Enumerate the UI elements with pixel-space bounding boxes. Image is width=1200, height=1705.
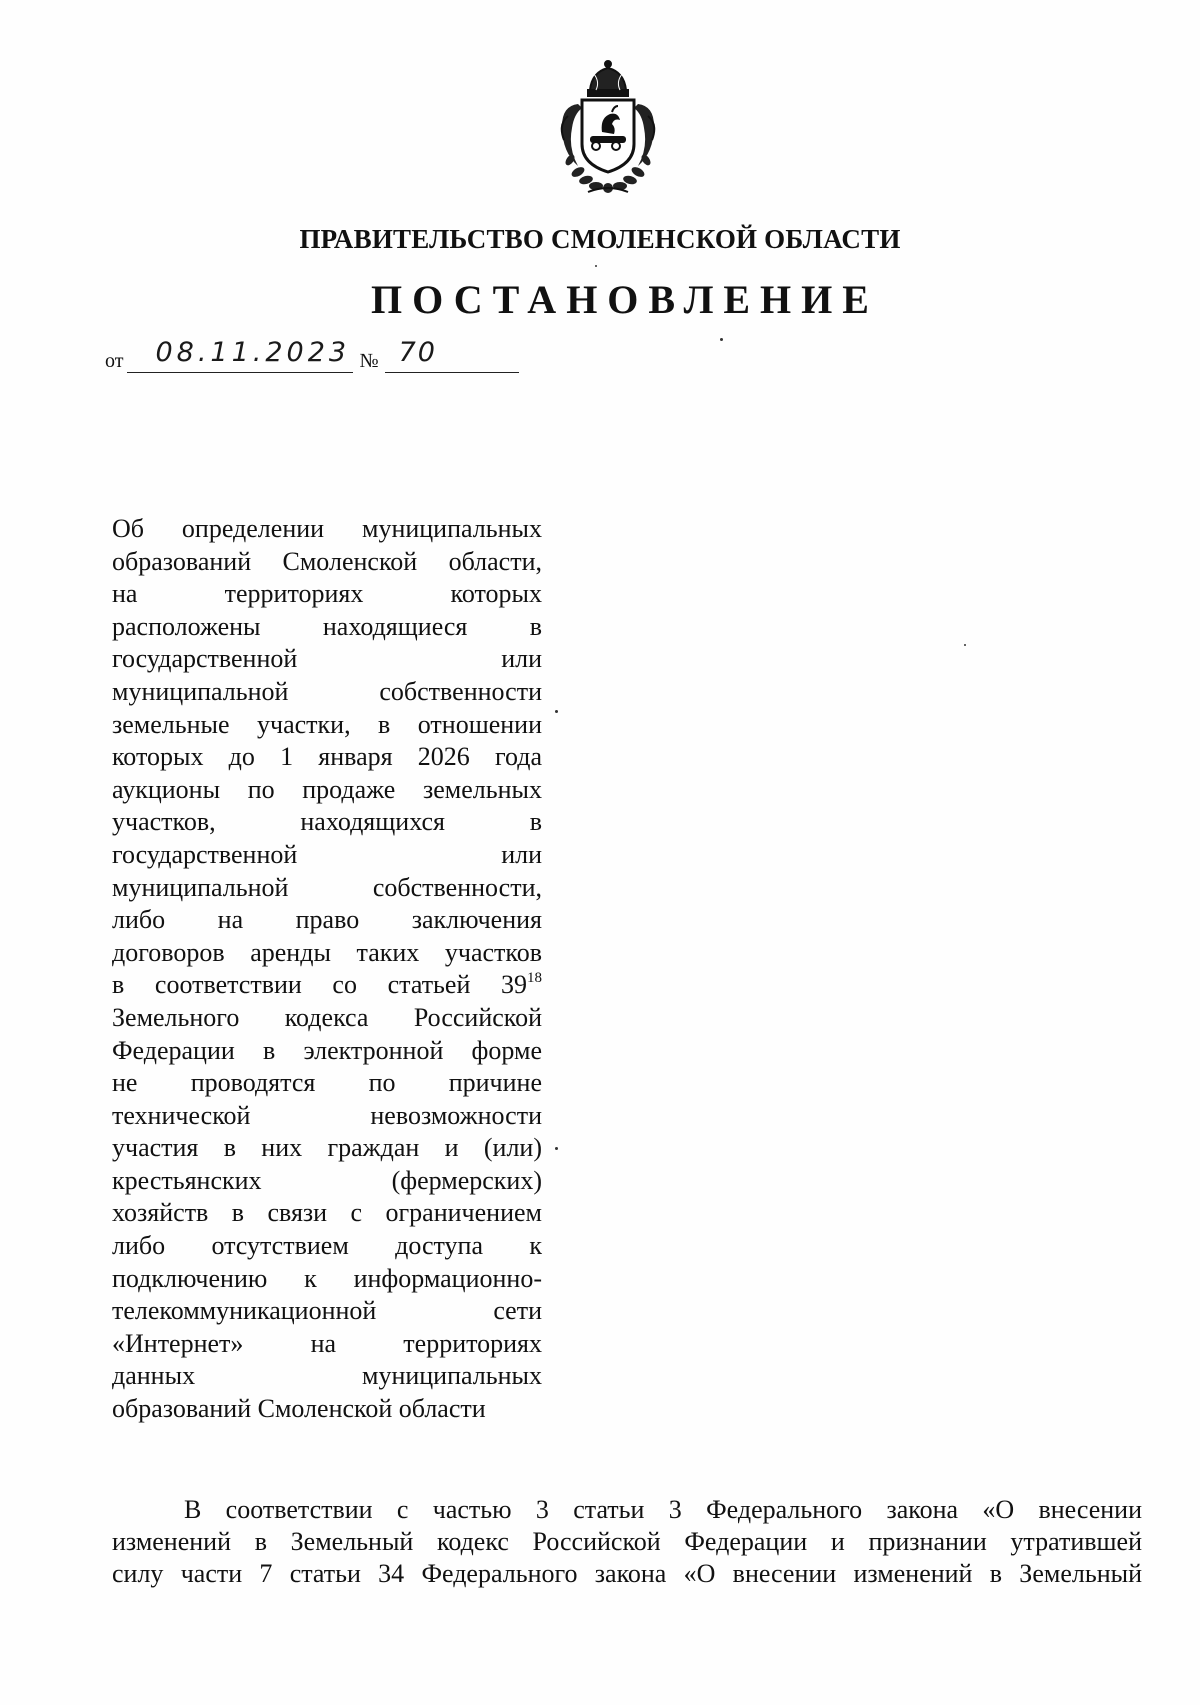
- subject-line: телекоммуникационной сети: [112, 1296, 542, 1326]
- date-number-line: [105, 337, 519, 373]
- subject-line: на территориях которых: [112, 579, 542, 609]
- body-line: изменений в Земельный кодекс Российской Федерации и признании утратившей: [112, 1527, 1142, 1556]
- subject-line: муниципальной собственности,: [112, 872, 542, 902]
- subject-line: которых до 1 января 2026 года: [112, 742, 542, 772]
- subject-line: образований Смоленской области,: [112, 546, 542, 576]
- subject-line: государственной или: [112, 644, 542, 674]
- document-type-heading: ПОСТАНОВЛЕНИЕ: [371, 277, 879, 322]
- subject-line: участков, находящихся в: [112, 807, 542, 837]
- subject-line: либо на право заключения: [112, 905, 542, 935]
- body-line: В соответствии с частью 3 статьи 3 Федерального закона «О внесении: [184, 1495, 1142, 1524]
- subject-line: договоров аренды таких участков: [112, 937, 542, 967]
- handwritten-date: 08.11.2023: [155, 337, 351, 368]
- scan-speck: [720, 338, 723, 341]
- subject-line: Земельного кодекса Российской: [112, 1002, 542, 1032]
- subject-line: Федерации в электронной форме: [112, 1035, 542, 1065]
- subject-line: данных муниципальных: [112, 1361, 542, 1391]
- subject-line: подключению к информационно-: [112, 1263, 542, 1293]
- subject-line: государственной или: [112, 839, 542, 869]
- subject-line: Об определении муниципальных: [112, 514, 542, 543]
- subject-line-text: в соответствии со статьей 39: [112, 970, 527, 1000]
- coat-of-arms-emblem: [548, 60, 668, 195]
- subject-line-with-article: [112, 969, 542, 1002]
- subject-line: не проводятся по причине: [112, 1068, 542, 1098]
- number-field: [385, 337, 519, 373]
- body-line: силу части 7 статьи 34 Федерального закона «О внесении изменений в Земельный: [112, 1559, 1142, 1588]
- subject-line: крестьянских (фермерских): [112, 1165, 542, 1195]
- subject-line: образований Смоленской области: [112, 1394, 486, 1424]
- subject-line: земельные участки, в отношении: [112, 709, 542, 739]
- document-body: [112, 1494, 1142, 1590]
- subject-line: участия в них граждан и (или): [112, 1133, 542, 1163]
- date-field: [127, 337, 353, 373]
- document-subject: [112, 513, 542, 1426]
- subject-line: технической невозможности: [112, 1100, 542, 1130]
- scan-speck: [555, 710, 558, 713]
- date-label: от: [105, 350, 124, 372]
- subject-line: «Интернет» на территориях: [112, 1328, 542, 1358]
- number-label: №: [359, 350, 379, 372]
- subject-line: либо отсутствием доступа к: [112, 1231, 542, 1261]
- scan-speck: [595, 265, 597, 267]
- subject-line: муниципальной собственности: [112, 676, 542, 706]
- handwritten-number: 70: [398, 337, 437, 368]
- subject-line: хозяйств в связи с ограничением: [112, 1198, 542, 1228]
- organization-title: ПРАВИТЕЛЬСТВО СМОЛЕНСКОЙ ОБЛАСТИ: [299, 224, 901, 254]
- subject-line: расположены находящиеся в: [112, 611, 542, 641]
- article-superscript: 18: [527, 970, 542, 987]
- scan-speck: [964, 644, 966, 646]
- subject-line: аукционы по продаже земельных: [112, 774, 542, 804]
- scan-speck: [555, 1147, 558, 1150]
